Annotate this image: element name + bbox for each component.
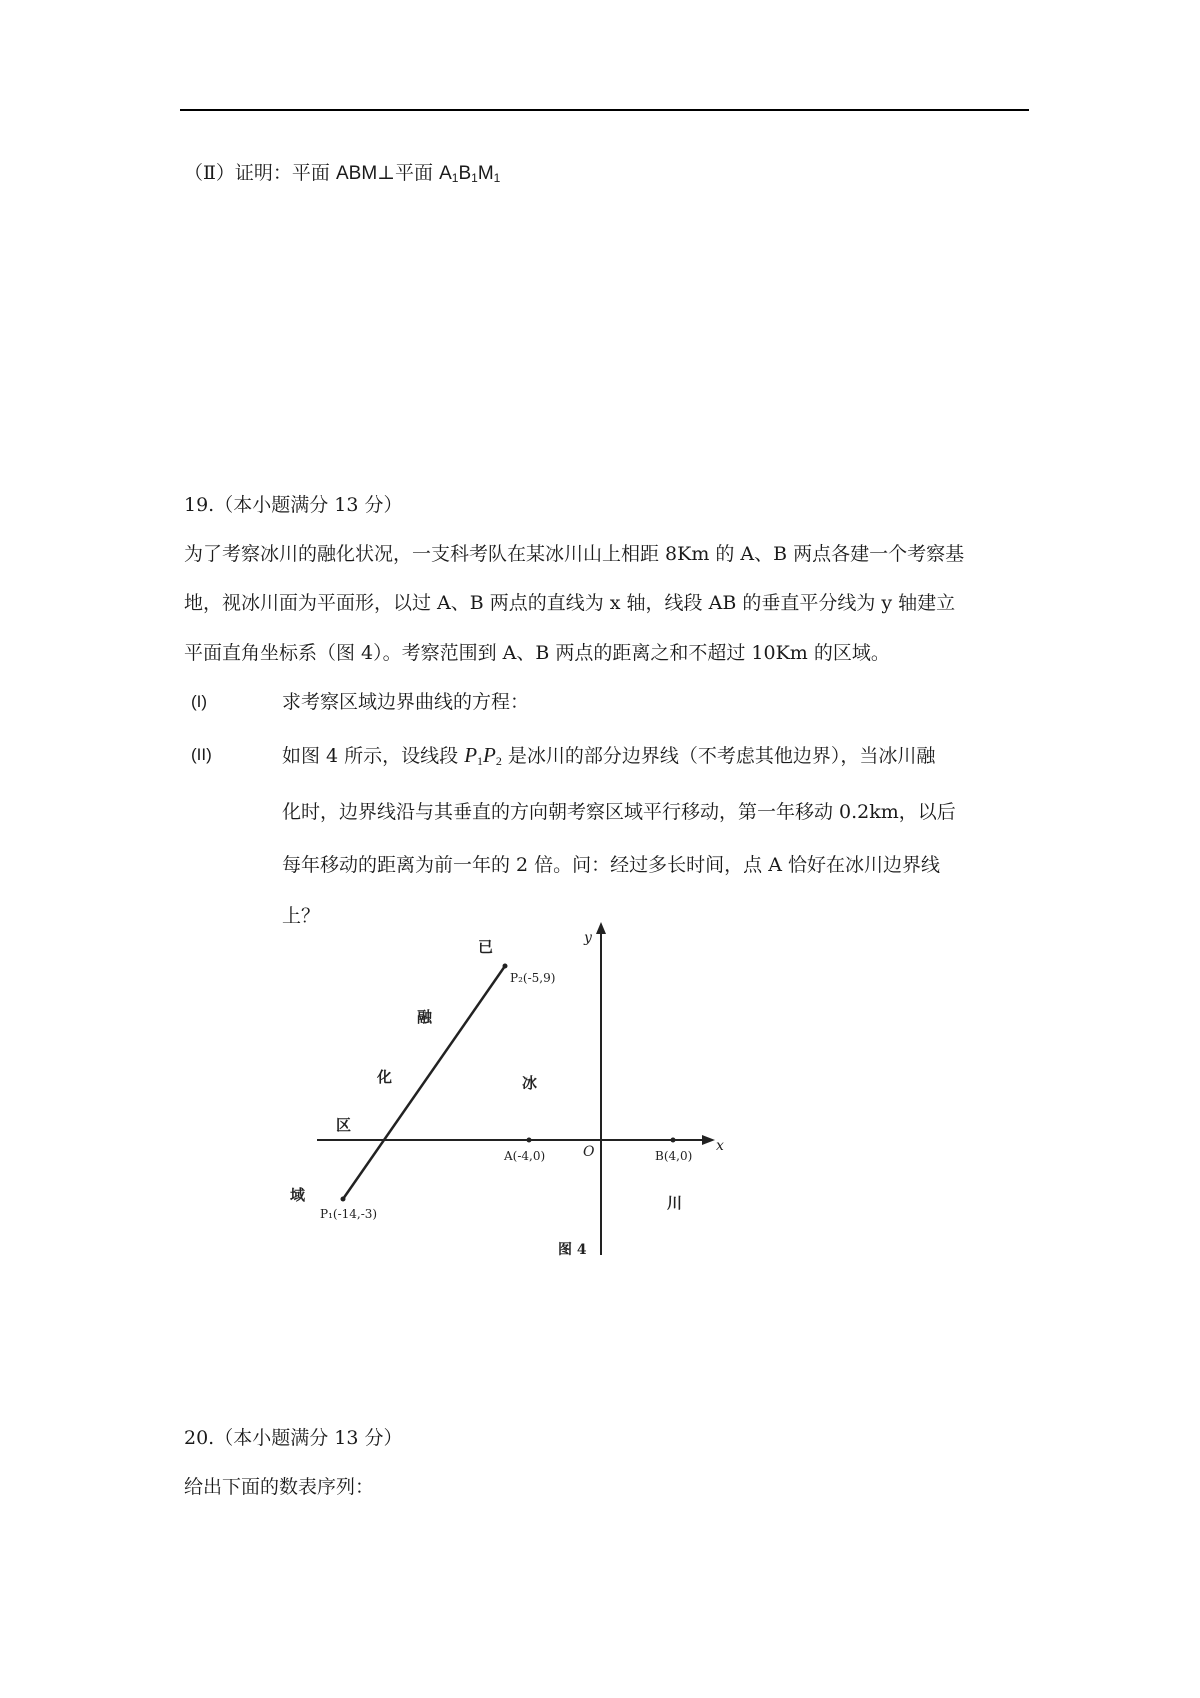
q19-sub2-line2: 化时，边界线沿与其垂直的方向朝考察区域平行移动，第一年移动 0.2km，以后: [282, 801, 956, 823]
figure-4: [270, 920, 770, 1270]
label-y: y: [584, 930, 592, 946]
q19-sub2-line4: 上？: [282, 905, 321, 927]
point-p2-dot: [503, 964, 508, 969]
label-origin: O: [583, 1144, 595, 1160]
point-b-dot: [671, 1138, 676, 1143]
q19-sub2-label: (II): [191, 745, 212, 764]
glacier-char-2: 川: [667, 1194, 683, 1212]
q20-intro: 给出下面的数表序列：: [184, 1476, 375, 1498]
label-p2: P₂(-5,9): [510, 971, 556, 985]
label-b: B(4,0): [655, 1149, 693, 1163]
glacier-char-1: 冰: [522, 1074, 538, 1092]
part2-heading: [184, 160, 500, 191]
segment-p1p2-line: [343, 966, 505, 1199]
figure-caption: 图 4: [558, 1242, 587, 1258]
region-char-3: 化: [377, 1068, 393, 1086]
q20-title: 20.（本小题满分 13 分）: [184, 1427, 403, 1449]
heading-prefix: （Ⅱ）证明：平面: [184, 162, 336, 184]
sub2-prefix: 如图 4 所示，设线段: [282, 745, 459, 767]
region-char-2: 融: [417, 1008, 433, 1026]
q19-sub1-label: (I): [191, 692, 208, 711]
x-axis-arrow: [702, 1135, 715, 1145]
q19-sub2-line1: [282, 742, 935, 774]
sub2-suffix: 是冰川的部分边界线（不考虑其他边界），当冰川融: [507, 745, 936, 767]
point-a-dot: [527, 1138, 532, 1143]
plane-a1b1m1: $A_1B_1M_1$: [439, 163, 501, 185]
label-p1: P₁(-14,-3): [320, 1207, 378, 1221]
q19-para-line2: 地，视冰川面为平面形，以过 A、B 两点的直线为 x 轴，线段 AB 的垂直平分线为 y 轴建立: [184, 592, 956, 614]
label-a: A(-4,0): [504, 1149, 546, 1163]
q19-title: 19.（本小题满分 13 分）: [184, 494, 403, 516]
point-p1-dot: [341, 1197, 346, 1202]
q19-sub2-line3: 每年移动的距离为前一年的 2 倍。问：经过多长时间，点 A 恰好在冰川边界线: [282, 854, 940, 876]
y-axis-arrow: [596, 922, 606, 934]
header-rule: [180, 109, 1029, 111]
q19-para-line3: 平面直角坐标系（图 4）。考察范围到 A、B 两点的距离之和不超过 10Km 的区域。: [184, 642, 890, 664]
q19-para-line1: 为了考察冰川的融化状况，一支科考队在某冰川山上相距 8Km 的 A、B 两点各建一个考察基: [184, 543, 965, 565]
region-char-1: 已: [478, 938, 494, 956]
plane-abm: ABM: [335, 163, 378, 184]
label-x: x: [716, 1138, 724, 1154]
q19-sub1-text: 求考察区域边界曲线的方程：: [282, 691, 530, 713]
region-char-4: 区: [336, 1116, 352, 1134]
region-char-5: 域: [290, 1186, 306, 1204]
perp-symbol: ⊥平面: [377, 162, 440, 184]
segment-p1p2: $P_1P_2$: [464, 743, 502, 768]
